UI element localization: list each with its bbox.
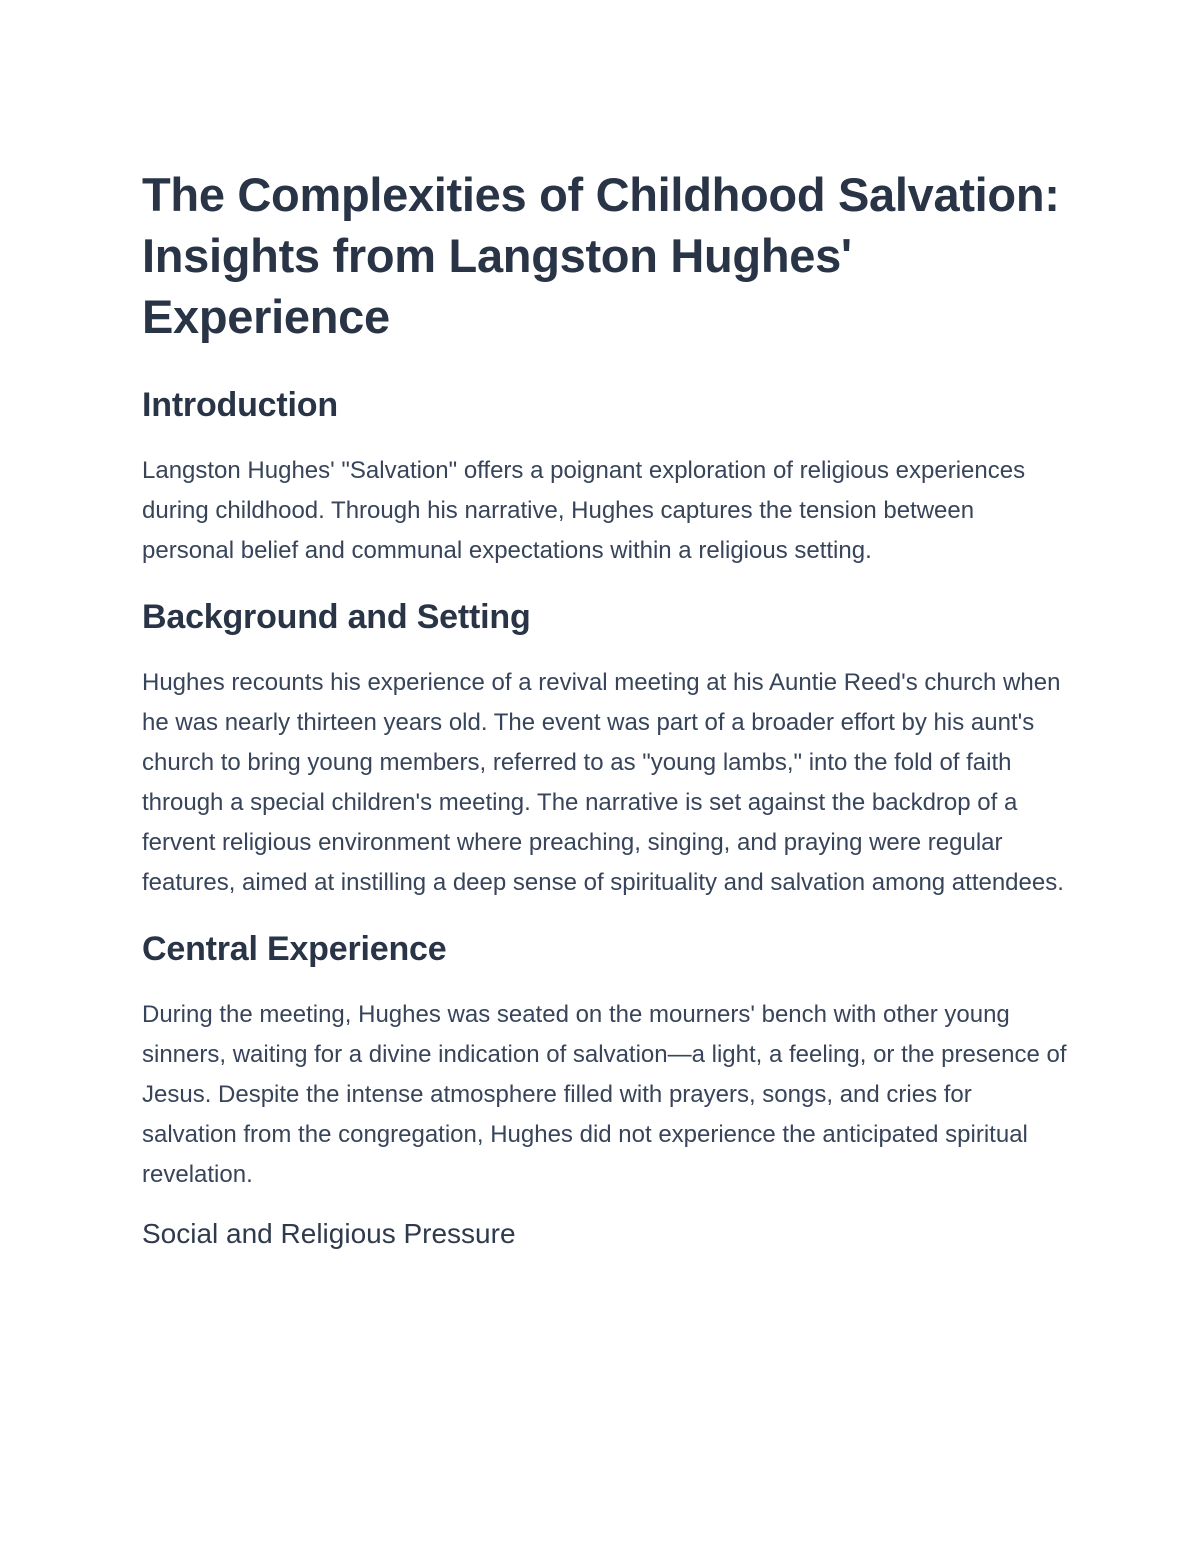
section-heading-introduction: Introduction [142,386,338,424]
subsection-heading-social-religious-pressure: Social and Religious Pressure [142,1218,516,1249]
section-body-introduction: Langston Hughes' "Salvation" offers a poignant exploration of religious experiences during childhood. Through his narrative, Hughes captures the tension between personal belief and communal expectations within a religious setting. [142,457,1026,564]
document-page [142,164,1072,1251]
section-body-central-experience: During the meeting, Hughes was seated on the mourners' bench with other young sinners, waiting for a divine indication of salvation—a light, a feeling, or the presence of Jesus. Despite the intense atmosphere filled with prayers, songs, and cries for salvation from the congregation, Hughes did not experience the anticipated spiritual revelation. [142,1001,1067,1188]
section-heading-background: Background and Setting [142,598,531,636]
document-title: The Complexities of Childhood Salvation: Insights from Langston Hughes' Experience [142,168,1060,343]
section-heading-central-experience: Central Experience [142,930,447,968]
section-body-background: Hughes recounts his experience of a revival meeting at his Auntie Reed's church when he was nearly thirteen years old. The event was part of a broader effort by his aunt's church to bring young members, referred to as "young lambs," into the fold of faith through a special children's meeting. The narrative is set against the backdrop of a fervent religious environment where preaching, singing, and praying were regular features, aimed at instilling a deep sense of spirituality and salvation among attendees. [142,669,1064,896]
